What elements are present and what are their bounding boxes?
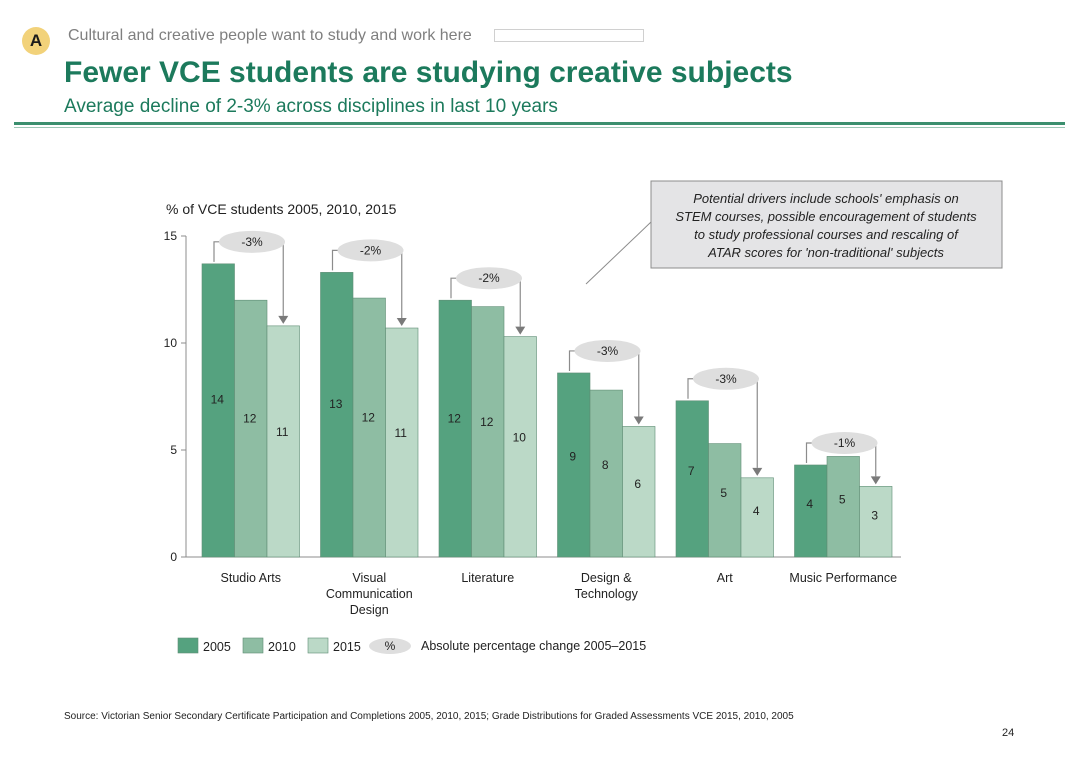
y-tick-label: 15: [163, 229, 177, 243]
change-label: -2%: [359, 243, 382, 258]
bar-value-label: 9: [569, 449, 577, 464]
bar-2005: [439, 300, 472, 557]
bar-value-label: 13: [329, 396, 343, 411]
bar-value-label: 10: [512, 430, 526, 445]
bar-2010: [827, 456, 860, 557]
bar-value-label: 12: [243, 411, 257, 426]
legend-note: Absolute percentage change 2005–2015: [421, 639, 647, 653]
change-arrow-icon: [634, 416, 644, 424]
bar-value-label: 5: [838, 492, 846, 507]
x-tick-label: Visual: [352, 571, 387, 585]
bar-2015: [504, 337, 537, 557]
page-subtitle: Average decline of 2-3% across disciplines in last 10 years: [64, 96, 558, 117]
change-arrow-icon: [515, 327, 525, 335]
bar-2010: [472, 307, 505, 557]
bar-2005: [558, 373, 591, 557]
legend-label: 2005: [203, 640, 231, 654]
bar-2010: [235, 300, 268, 557]
change-label: -2%: [478, 271, 500, 286]
bar-value-label: 3: [871, 508, 879, 523]
bar-value-label: 14: [210, 392, 224, 407]
callout-pointer: [586, 222, 651, 284]
change-label: -3%: [241, 234, 263, 249]
callout-text: STEM courses, possible encouragement of students: [675, 209, 977, 224]
callout-text: ATAR scores for 'non-traditional' subjects: [708, 245, 944, 260]
x-tick-label: Design &: [580, 571, 632, 585]
legend-swatch-2005: [178, 638, 198, 653]
bar-2010: [353, 298, 386, 557]
callout-text: to study professional courses and rescaling of: [694, 227, 958, 242]
bar-2005: [202, 264, 235, 557]
x-tick-label: Music Performance: [789, 571, 898, 585]
y-tick-label: 5: [170, 443, 177, 457]
chart-title: % of VCE students 2005, 2010, 2015: [166, 201, 397, 217]
bar-2015: [267, 326, 300, 557]
x-tick-label: Design: [349, 603, 389, 617]
bar-2015: [386, 328, 419, 557]
bar-value-label: 5: [720, 486, 728, 501]
bar-value-label: 7: [687, 463, 695, 478]
y-tick-label: 10: [163, 336, 177, 350]
legend-swatch-2015: [308, 638, 328, 653]
change-arrow-icon: [871, 476, 881, 484]
x-tick-label: Studio Arts: [220, 571, 281, 585]
bar-value-label: 4: [806, 497, 814, 512]
bar-value-label: 6: [634, 477, 642, 492]
page-title: Fewer VCE students are studying creative subjects: [64, 56, 793, 89]
bar-value-label: 4: [752, 503, 760, 518]
x-tick-label: Technology: [574, 587, 638, 601]
change-label: -1%: [833, 435, 856, 450]
bar-2005: [676, 401, 709, 557]
bar-value-label: 11: [394, 425, 407, 440]
section-badge: A: [22, 27, 50, 55]
source-note: Source: Victorian Senior Secondary Certificate Participation and Completions 2005, 2010, 2015; Grade Distributions for Graded Assessments VCE 2015, 2010, 2005: [64, 711, 794, 722]
bar-value-label: 11: [276, 424, 289, 439]
change-arrow-icon: [752, 468, 762, 476]
legend-label: 2010: [268, 640, 296, 654]
callout-text: Potential drivers include schools' emphasis on: [693, 191, 959, 206]
bar-2010: [709, 444, 742, 557]
section-label: Cultural and creative people want to study and work here: [68, 27, 472, 44]
y-tick-label: 0: [170, 550, 177, 564]
bar-2005: [321, 272, 354, 557]
x-tick-label: Communication: [325, 587, 413, 601]
bar-value-label: 12: [361, 410, 375, 425]
change-arrow-icon: [278, 316, 288, 324]
bar-2015: [623, 426, 656, 557]
x-tick-label: Literature: [461, 571, 515, 585]
bar-value-label: 12: [480, 414, 494, 429]
change-arrow-icon: [397, 318, 407, 326]
change-label: -3%: [715, 371, 737, 386]
bar-value-label: 12: [447, 411, 461, 426]
x-tick-label: Art: [716, 571, 733, 585]
page-number: 24: [1002, 727, 1015, 739]
legend-change-symbol: %: [384, 639, 396, 653]
bar-value-label: 8: [601, 458, 609, 473]
bar-2010: [590, 390, 623, 557]
legend-swatch-2010: [243, 638, 263, 653]
legend-label: 2015: [333, 640, 361, 654]
change-label: -3%: [596, 343, 619, 358]
